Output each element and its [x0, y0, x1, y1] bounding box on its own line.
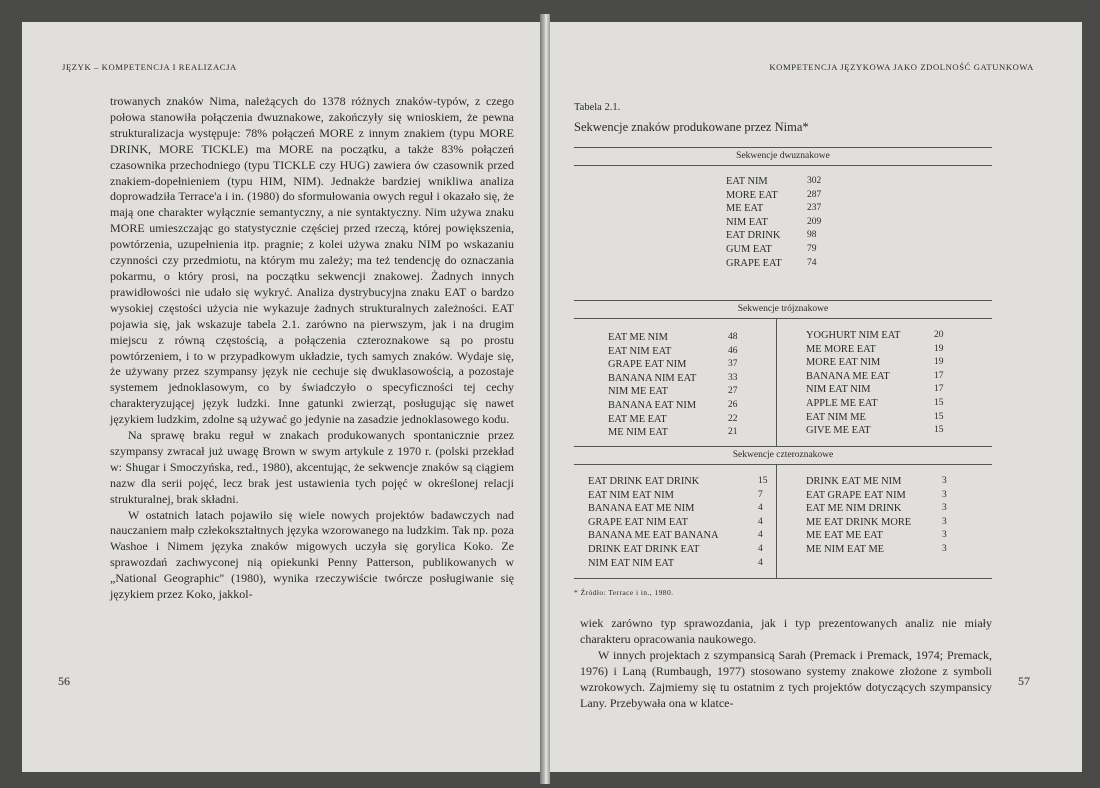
table-cell-count: 4 — [758, 557, 763, 568]
table-cell-count: 74 — [807, 257, 817, 268]
table-cell-count: 4 — [758, 503, 763, 514]
running-header-left: JĘZYK – KOMPETENCJA I REALIZACJA — [62, 62, 237, 72]
table-cell-count: 27 — [728, 386, 738, 397]
table-rule — [574, 464, 992, 465]
two-sign-sequences — [726, 175, 782, 270]
paragraph: wiek zarówno typ sprawozdania, jak i typ prezentowanych analiz nie miały charakteru opracowania naukowego. — [580, 616, 992, 646]
table-cell-sequence: APPLE ME EAT — [806, 397, 878, 409]
table-cell-count: 3 — [942, 476, 947, 486]
table-label: Tabela 2.1. — [574, 102, 621, 113]
table-cell-sequence: GRAPE EAT NIM — [608, 359, 687, 371]
table-cell-count: 19 — [934, 357, 944, 368]
table-cell-count: 98 — [807, 230, 817, 241]
table-cell-sequence: EAT ME NIM — [608, 332, 668, 343]
table-cell-sequence: NIM EAT — [726, 216, 768, 228]
table-cell-sequence: GRAPE EAT — [726, 257, 782, 269]
four-sign-right-counts — [942, 475, 947, 557]
table-cell-sequence: EAT GRAPE EAT NIM — [806, 489, 906, 501]
table-cell-sequence: GRAPE EAT NIM EAT — [588, 516, 688, 528]
page-number-right: 57 — [1018, 674, 1030, 688]
table-cell-sequence: ME NIM EAT — [608, 427, 669, 439]
table-cell-count: 287 — [807, 189, 822, 200]
table-cell-count: 3 — [942, 503, 947, 514]
table-cell-count: 7 — [758, 489, 763, 500]
table-cell-count: 22 — [728, 413, 738, 424]
left-page — [22, 22, 540, 772]
table-cell-sequence: ME EAT DRINK MORE — [806, 516, 912, 528]
table-cell-sequence: ME EAT ME EAT — [806, 530, 883, 542]
table-cell-sequence: BANANA NIM EAT — [608, 372, 697, 384]
table-cell-sequence: MORE EAT — [726, 189, 778, 201]
table-cell-count: 46 — [728, 345, 738, 356]
paragraph: W innych projektach z szympansicą Sarah (Premack i Premack, 1974; Premack, 1976) i Laną (Rumbaugh, 1977) stosowano systemy znakowe złożone z symboli wzrokowych. Zajmiemy się tu ostatnim z tych projektów dotyczących szympansicy Lany. Przebywała ona w klatce- — [580, 647, 992, 710]
table-cell-sequence: NIM ME EAT — [608, 386, 669, 398]
four-sign-left-counts — [758, 475, 768, 570]
table-rule — [574, 147, 992, 148]
left-body-text — [110, 94, 514, 603]
table-title: Sekwencje znaków produkowane przez Nima* — [574, 120, 809, 134]
table-cell-count: 3 — [942, 516, 947, 527]
table-cell-sequence: DRINK EAT DRINK EAT — [588, 543, 700, 555]
table-cell-count: 26 — [728, 399, 738, 410]
table-cell-count: 17 — [934, 384, 944, 395]
table-cell-count: 237 — [807, 203, 822, 214]
book-spine — [540, 14, 550, 784]
table-cell-count: 4 — [758, 543, 763, 554]
table-cell-sequence: ME MORE EAT — [806, 343, 876, 355]
table-cell-sequence: DRINK EAT ME NIM — [806, 476, 902, 487]
table-cell-sequence: BANANA ME EAT BANANA — [588, 530, 719, 542]
table-cell-sequence: YOGHURT NIM EAT — [806, 330, 901, 341]
table-column-divider — [776, 464, 777, 578]
table-cell-count: 19 — [934, 343, 944, 354]
table-cell-count: 37 — [728, 359, 738, 370]
paragraph: trowanych znaków Nima, należących do 1378 różnych znaków-typów, z czego połowa stanowiła połączenia dwuznakowe, zakończyły się wnioskiem, że pewna strukturalizacja występuje: 78% połączeń MORE z innym znakiem (typu MORE DRINK, MORE TICKLE) ma MORE na początku, a także 83% połączeń czasownika przechodniego (typu TICKLE czy HUG) zawiera ów czasownik przed znakiem-dopełnieniem (typu HIM, NIM). Jednakże bardziej wnikliwa analiza doprowadziła Terrace'a i in. (1980) do sformułowania owych reguł i okazało się, że mają one charakter wyłącznie semantyczny, a nie syntaktyczny. Nim używa znaku MORE umieszczając go statystycznie częściej przed rzeczą, której powiększenia, powtórzenia, uzupełnienia itp. pragnie; z kolei używa znaku NIM po wskazaniu czynności czy przedmiotu, na którym mu zależy; ma też tendencję do oznaczania pokarmu, o który prosi, na początku sekwencji znakowej. Żadnych innych prawidłowości nie udało się wykryć. Analiza dystrybucyjna znaku EAT o bardzo wysokiej częstości użycia nie wykazuje żadnych strukturalnych zależności. EAT pojawia się, jak wskazuje tabela 2.1. zarówno na pierwszym, jak i na drugim miejscu z równą częstością, a połączenia czteroznakowe są po prostu powtórzeniem, i to w przypadkowym układzie, tych samych znaków. Wydaje się, że używany przez szympansy język nie cechuje się dwuklasowością, a pozostaje systemem jednoklasowym, co by świadczyło o specyficzności tej cechy charakteryzującej język ludzki. Inne gatunki zwierząt, posługując się nawet językiem ludzkim, zdolne są używać go jedynie na zasadzie jednoklasowego kodu. — [110, 94, 514, 427]
table-rule — [574, 165, 992, 166]
table-cell-count: 20 — [934, 330, 944, 340]
paragraph: W ostatnich latach pojawiło się wiele nowych projektów badawczych nad nauczaniem małp człekokształtnych języka wzorowanego na ludzkim. Tak np. poza Washoe i Nimem języka znaków migowych uczyła się gorylica Koko. Ze sprawozdań zachwyconej nią opiekunki Penny Patterson, publikowanych w „National Geographic'' (1980), wynika rzeczywiście twórcze posługiwanie się językiem przez Koko, jakkol- — [110, 507, 514, 602]
running-header-right: KOMPETENCJA JĘZYKOWA JAKO ZDOLNOŚĆ GATUNKOWA — [769, 62, 1034, 72]
table-cell-sequence: EAT ME EAT — [608, 413, 667, 425]
section-title-three-sign: Sekwencje trójznakowe — [737, 304, 829, 314]
table-cell-sequence: EAT NIM EAT — [608, 345, 672, 357]
table-cell-count: 302 — [807, 176, 822, 186]
section-title-four-sign: Sekwencje czteroznakowe — [732, 450, 834, 460]
table-cell-sequence: EAT DRINK EAT DRINK — [588, 476, 700, 487]
table-cell-count: 15 — [934, 411, 944, 422]
table-cell-count: 15 — [934, 425, 944, 436]
table-cell-sequence: NIM EAT NIM EAT — [588, 557, 675, 569]
table-cell-count: 17 — [934, 370, 944, 381]
four-sign-right-sequences — [806, 475, 911, 557]
table-cell-sequence: EAT NIM ME — [806, 411, 866, 423]
table-cell-sequence: ME EAT — [726, 203, 764, 215]
table-rule — [574, 578, 992, 579]
paragraph: Na sprawę braku reguł w znakach produkowanych spontanicznie przez szympansy zwracał już uwagę Brown w swym artykule z 1970 r. (polski przekład w: Shugar i Smoczyńska, red., 1980), akcentując, że sekwencje znaków są ciągiem nazw dla serii pojęć, lecz brak jest ustawienia tych pojęć w określonej relacji strukturalnej, brak składni. — [110, 428, 514, 506]
table-cell-sequence: BANANA EAT ME NIM — [588, 503, 695, 515]
table-cell-count: 15 — [758, 476, 768, 486]
table-cell-sequence: EAT DRINK — [726, 230, 781, 242]
table-cell-count: 4 — [758, 530, 763, 541]
table-cell-sequence: GIVE ME EAT — [806, 425, 871, 437]
two-sign-counts — [807, 175, 821, 270]
right-body-text — [580, 616, 992, 711]
table-cell-sequence: EAT ME NIM DRINK — [806, 503, 902, 515]
table-column-divider — [776, 318, 777, 446]
table-cell-count: 3 — [942, 489, 947, 500]
table-cell-sequence: BANANA ME EAT — [806, 370, 890, 382]
table-rule — [574, 446, 992, 447]
table-cell-count: 4 — [758, 516, 763, 527]
table-cell-sequence: EAT NIM EAT NIM — [588, 489, 674, 501]
three-sign-right-counts — [934, 329, 944, 438]
table-cell-sequence: BANANA EAT NIM — [608, 399, 697, 411]
four-sign-left-sequences — [588, 475, 719, 570]
right-page — [550, 22, 1082, 772]
table-cell-sequence: EAT NIM — [726, 176, 768, 187]
table-cell-count: 33 — [728, 372, 738, 383]
table-cell-sequence: ME NIM EAT ME — [806, 543, 885, 555]
page-number-left: 56 — [58, 674, 70, 688]
table-cell-sequence: NIM EAT NIM — [806, 384, 871, 396]
table-rule — [574, 300, 992, 301]
three-sign-left-counts — [728, 331, 738, 440]
table-cell-sequence: MORE EAT NIM — [806, 357, 881, 369]
table-cell-count: 48 — [728, 332, 738, 342]
three-sign-left-sequences — [608, 331, 696, 440]
table-cell-count: 21 — [728, 427, 738, 438]
section-title-two-sign: Sekwencje dwuznakowe — [736, 151, 830, 161]
table-footnote: * Źródło: Terrace i in., 1980. — [574, 588, 674, 597]
table-cell-count: 15 — [934, 397, 944, 408]
table-cell-count: 79 — [807, 243, 817, 254]
three-sign-right-sequences — [806, 329, 900, 438]
table-cell-count: 209 — [807, 216, 822, 227]
table-rule — [574, 318, 992, 319]
table-cell-count: 3 — [942, 543, 947, 554]
table-cell-sequence: GUM EAT — [726, 243, 772, 255]
table-cell-count: 3 — [942, 530, 947, 541]
